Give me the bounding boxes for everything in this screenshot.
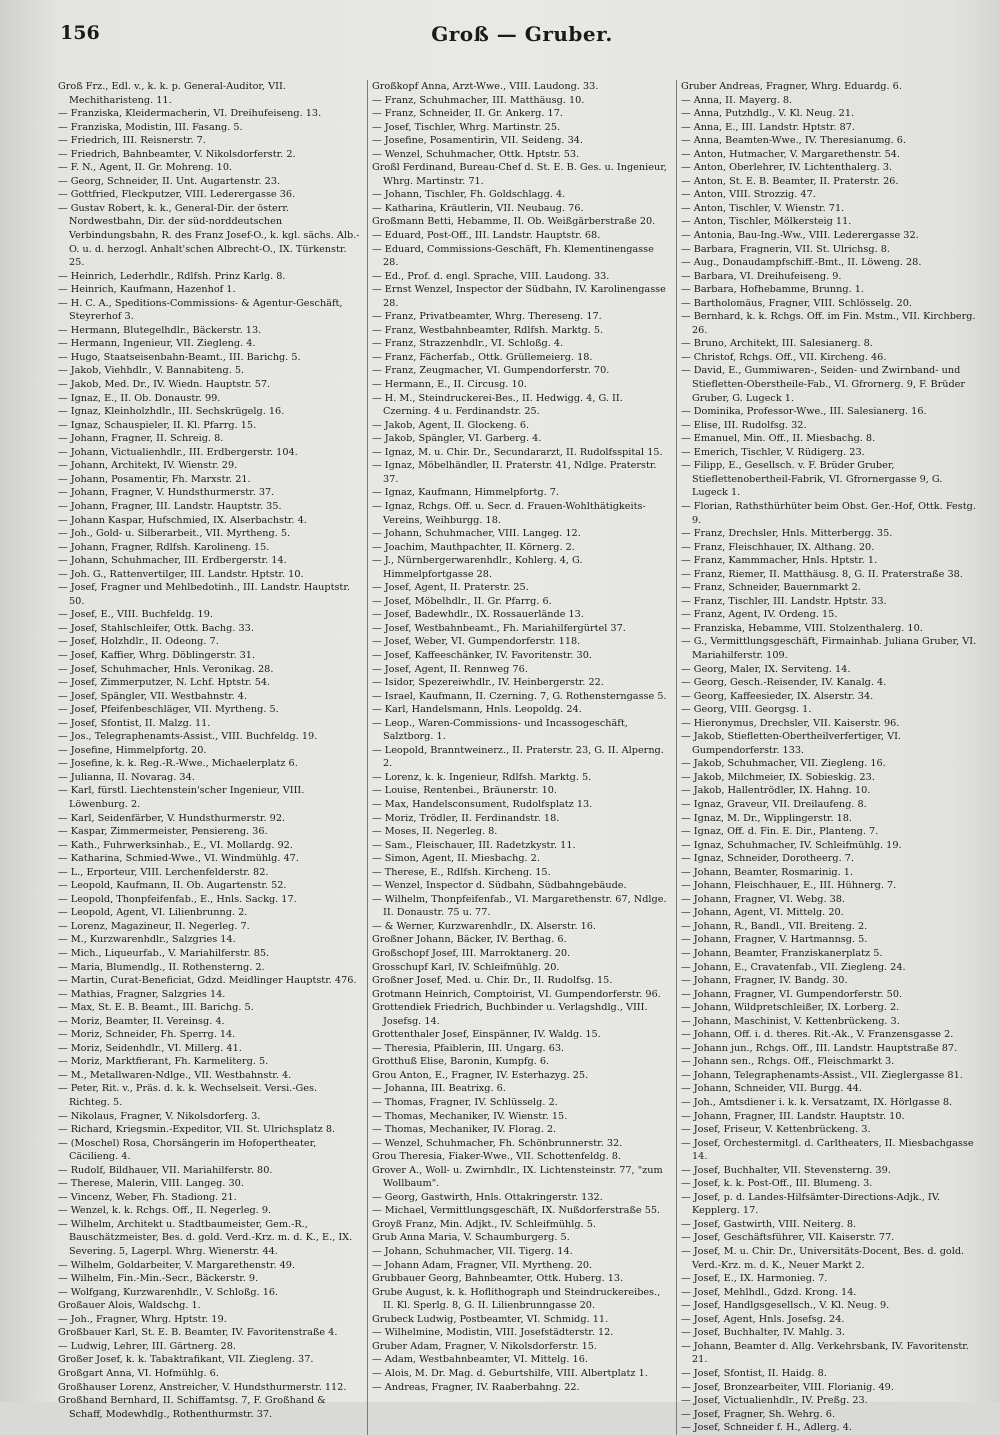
directory-entry: — Georg, Kaffeesieder, IX. Alserstr. 34. [681,690,874,702]
directory-entry: — Josef, Tischler, Whrg. Martinstr. 25. [372,121,561,133]
directory-entry: — Eduard, Post-Off., III. Landstr. Hauptstr. 68. [372,230,601,242]
directory-entry: — Karl, Handelsmann, Hnls. Leopoldg. 24. [372,704,582,716]
directory-entry: — Josef, Bronzearbeiter, VIII. Florianig. 49. [681,1381,894,1393]
directory-entry: — Johann, Fragner, Rdlfsh. Karolineng. 15. [58,541,270,553]
directory-entry: — Leopold, Thonpfeifenfab., E., Hnls. Sackg. 17. [58,893,297,905]
directory-entry: — Johann, Schuhmacher, III. Erdbergerstr. 14. [58,555,287,567]
directory-entry: — Johann, Beamter, Rosmarinig. 1. [681,866,854,878]
directory-entry: — Hermann, E., II. Circusg. 10. [372,379,527,391]
directory-entry: — Johann, Tischler, Fh. Goldschlagg. 4. [372,189,566,201]
directory-entry: — Jakob, Schuhmacher, VII. Ziegleng. 16. [681,758,886,770]
directory-entry: — Franz, Tischler, III. Landstr. Hptstr. 33. [681,595,887,607]
directory-entry: — Joachim, Mauthpachter, II. Körnerg. 2. [372,541,575,553]
directory-entry: — Jakob, Milchmeier, IX. Sobieskig. 23. [681,771,875,783]
running-head: Groß — Gruber. [431,22,613,46]
directory-entry: — Moriz, Schneider, Fh. Sperrg. 14. [58,1029,236,1041]
directory-entry: — Johann, Off. i. d. theres. Rit.-Ak., V. Franzensgasse 2. [681,1029,954,1041]
directory-entry: — Adam, Westbahnbeamter, VI. Mittelg. 16. [372,1354,588,1366]
directory-entry: — Jakob, Med. Dr., IV. Wiedn. Hauptstr. 57. [58,379,271,391]
directory-entry: — Friedrich, III. Reisnerstr. 7. [58,135,206,147]
directory-entry: — Josef, Westbahnbeamt., Fh. Mariahilfergürtel 37. [372,622,626,634]
directory-entry: — Johann, Fragner, V. Hundsthurmerstr. 37. [58,487,275,499]
directory-entry: — Georg, Gastwirth, Hnls. Ottakringerstr. 132. [372,1191,603,1203]
directory-entry: — Leopold, Branntweinerz., II. Praterstr. 23, G. II. Alperng. 2. [372,744,664,770]
directory-entry: — Josef, Pfeifenbeschläger, VII. Myrtheng. 5. [58,704,279,716]
directory-entry: Grub Anna Maria, V. Schaumburgerg. 5. [372,1232,570,1244]
directory-entry: — Anton, Oberlehrer, IV. Lichtenthalerg. 3. [681,162,893,174]
directory-entry: — Lorenz, k. k. Ingenieur, Rdlfsh. Marktg. 5. [372,771,592,783]
directory-entry: — Jakob, Hallentrödler, IX. Hahng. 10. [681,785,871,797]
directory-entry: — Georg, Maler, IX. Serviteng. 14. [681,663,851,675]
directory-entry: — Martin, Curat-Beneficiat, Gdzd. Meidlinger Hauptstr. 476. [58,975,357,987]
directory-entry: — Alois, M. Dr. Mag. d. Geburtshilfe, VIII. Albertplatz 1. [372,1367,648,1379]
directory-entry: — Ignaz, M. u. Chir. Dr., Secundararzt, II. Rudolfsspital 15. [372,446,663,458]
directory-entry: — Johann, Beamter, Franziskanerplatz 5. [681,948,883,959]
directory-entry: — Josef, Holzhdlr., II. Odeong. 7. [58,636,219,648]
directory-entry: — Thomas, Mechaniker, IV. Florag. 2. [372,1124,557,1136]
directory-entry: — Johann, Telegraphenamts-Assist., VII. Zieglergasse 81. [681,1069,963,1081]
directory-entry: — Jakob, Viehhdlr., V. Bannabiteng. 5. [58,365,245,377]
directory-entry: — Karl, Seidenfärber, V. Hundsthurmerstr. 92. [58,812,286,824]
directory-entry: — Ignaz, Schneider, Dorotheerg. 7. [681,853,854,865]
column-2 [367,80,676,1435]
directory-entry: — Josefine, k. k. Reg.-R.-Wwe., Michaelerplatz 6. [58,758,298,770]
directory-entry: — Josef, M. u. Chir. Dr., Universitäts-Docent, Bes. d. gold. Verd.-Krz. m. d. K., Neuer Markt 2. [681,1246,965,1271]
directory-entry: — Israel, Kaufmann, II. Czerning. 7, G. Rothensterngasse 5. [372,690,667,702]
directory-entry: Großkopf Anna, Arzt-Wwe., VIII. Laudong. 33. [372,81,599,92]
directory-entry: — Franz, Westbahnbeamter, Rdlfsh. Marktg. 5. [372,324,604,336]
directory-entry: — Johann, Fragner, VI. Webg. 38. [681,893,846,905]
directory-entry: — Hugo, Staatseisenbahn-Beamt., III. Barichg. 5. [58,351,301,363]
directory-entry: — Moriz, Trödler, II. Ferdinandstr. 18. [372,812,560,824]
directory-entry: — Josef, Sfontist, II. Malzg. 11. [58,717,211,729]
directory-entry: — Anton, St. E. B. Beamter, II. Praterstr. 26. [681,175,899,187]
directory-entry: — Ludwig, Lehrer, III. Gärtnerg. 28. [58,1340,236,1352]
directory-entry: — Johann, Schneider, VII. Burgg. 44. [681,1083,862,1095]
directory-entry: Grou Anton, E., Fragner, IV. Esterhazyg. 25. [372,1069,589,1081]
directory-entry: — Johann, Schuhmacher, VII. Tigerg. 14. [372,1246,573,1258]
directory-entry: — Josef, Weber, VI. Gumpendorferstr. 118. [372,636,581,648]
directory-entry: — Barbara, VI. Dreihufeiseng. 9. [681,270,842,282]
directory-entry: — Josef, Mehlhdl., Gdzd. Krong. 14. [681,1286,857,1298]
directory-entry: — Josef, Badewhdlr., IX. Rossauerlände 13. [372,609,584,621]
directory-entry: — Bernhard, k. k. Rchgs. Off. im Fin. Mstm., VII. Kirchberg. 26. [681,311,976,336]
directory-entry: Gruber Adam, Fragner, V. Nikolsdorferstr. 15. [372,1340,598,1352]
directory-entry: — H. M., Steindruckerei-Bes., II. Hedwigg. 4, G. II. Czerning. 4 u. Ferdinandstr. 25. [372,392,623,418]
directory-entry: — Franz, Fächerfab., Ottk. Grüllemeierg. 18. [372,351,593,363]
directory-entry: — Josefine, Himmelpfortg. 20. [58,744,207,756]
directory-entry: — Mathias, Fragner, Salzgries 14. [58,988,226,1000]
directory-entry: — L., Erporteur, VIII. Lerchenfelderstr. 82. [58,866,269,878]
directory-entry: — Ignaz, Off. d. Fin. E. Dir., Planteng. 7. [681,826,879,838]
directory-entry: — Johanna, III. Beatrixg. 6. [372,1083,506,1095]
directory-entry: — Max, Handelsconsument, Rudolfsplatz 13. [372,798,593,810]
directory-entry: Großgart Anna, VI. Hofmühlg. 6. [58,1367,219,1379]
directory-entry: Grover A., Woll- u. Zwirnhdlr., IX. Lichtensteinstr. 77, "zum Wollbaum". [372,1164,663,1190]
directory-entry: — Josef, Sfontist, II. Haidg. 8. [681,1367,827,1379]
directory-entry: — Katharina, Schmied-Wwe., VI. Windmühlg. 47. [58,853,299,865]
directory-entry: — Bruno, Architekt, III. Salesianerg. 8. [681,338,873,350]
directory-entry: — Ignaz, Rchgs. Off. u. Secr. d. Frauen-Wohlthätigkeits-Vereins, Weihburgg. 18. [372,500,646,526]
directory-entry: — Ignaz, E., II. Ob. Donaustr. 99. [58,392,221,404]
directory-entry: — Jakob, Spängler, VI. Garberg. 4. [372,433,542,445]
directory-entry: — Michael, Vermittlungsgeschäft, IX. Nußdorferstraße 55. [372,1205,661,1217]
directory-entry: — Ignaz, Schauspieler, II. Kl. Pfarrg. 15. [58,419,257,431]
directory-entry: — Georg, Gesch.-Reisender, IV. Kanalg. 4. [681,677,887,689]
directory-entry: — Johann, Agent, VI. Mittelg. 20. [681,907,844,919]
directory-entry: — Ignaz, Graveur, VII. Dreilaufeng. 8. [681,798,867,810]
directory-entry: — Louise, Rentenbei., Bräunerstr. 10. [372,785,557,797]
directory-entry: — Leopold, Agent, VI. Lilienbrunng. 2. [58,907,248,919]
directory-entry: — Josef, Agent, II. Rennweg 76. [372,663,528,675]
directory-entry: — Wilhelm, Goldarbeiter, V. Margarethenstr. 49. [58,1259,296,1271]
directory-entry: — Bartholomäus, Fragner, VIII. Schlösselg. 20. [681,297,912,309]
directory-entry: — Julianna, II. Novarag. 34. [58,771,195,783]
directory-entry: Gruber Andreas, Fragner, Whrg. Eduardg. 6. [681,81,902,92]
directory-entry: — Josef, Kaffier, Whrg. Döblingerstr. 31. [58,649,256,661]
directory-entry: — Josef, Orchestermitgl. d. Carltheaters, II. Miesbachgasse 14. [681,1137,974,1163]
directory-entry: — Franz, Riemer, II. Matthäusg. 8, G. II. Praterstraße 38. [681,568,963,580]
directory-entry: — Johann, Posamentir, Fh. Marxstr. 21. [58,473,251,485]
directory-entry: — Kath., Fuhrwerksinhab., E., VI. Mollardg. 92. [58,839,293,851]
directory-entry: — Theresia, Pfaiblerin, III. Ungarg. 63. [372,1042,565,1054]
directory-entry: — Johann, Beamter d. Allg. Verkehrsbank, IV. Favoritenstr. 21. [681,1340,969,1366]
directory-entry: — Moses, II. Negerleg. 8. [372,826,498,838]
directory-entry: — Josef, k. k. Post-Off., III. Blumeng. 3. [681,1178,873,1190]
directory-entry: — Johann, Wildpretschleißer, IX. Lorberg. 2. [681,1002,900,1014]
directory-entry: — Johann, Fragner, VI. Gumpendorferstr. 50. [681,988,903,1000]
directory-entry: — Florian, Rathsthürhüter beim Obst. Ger.-Hof, Ottk. Festg. 9. [681,500,976,526]
directory-entry: — Franz, Agent, IV. Ordeng. 15. [681,609,838,621]
directory-entry: Grosschupf Karl, IV. Schleifmühlg. 20. [372,961,560,973]
directory-entry: — Josef, Friseur, V. Kettenbrückeng. 3. [681,1124,871,1136]
directory-entry: — Jos., Telegraphenamts-Assist., VIII. Buchfeldg. 19. [58,731,318,743]
directory-entry: — Katharina, Kräutlerin, VII. Neubaug. 76. [372,202,584,214]
directory-entry: — Ernst Wenzel, Inspector der Südbahn, IV. Karolinengasse 28. [372,284,666,309]
directory-entry: — Franz, Schuhmacher, III. Matthäusg. 10. [372,94,585,106]
directory-entry: — Josef, Schuhmacher, Hnls. Veronikag. 28. [58,663,274,675]
directory-entry: — & Werner, Kurzwarenhdlr., IX. Alserstr. 16. [372,920,597,932]
directory-entry: — Max, St. E. B. Beamt., III. Barichg. 5. [58,1002,254,1014]
directory-entry: Großmann Betti, Hebamme, II. Ob. Weißgärberstraße 20. [372,216,656,228]
directory-entry: — Josef, Geschäftsführer, VII. Kaiserstr. 77. [681,1232,895,1244]
directory-entry: — Franziska, Hebamme, VIII. Stolzenthalerg. 10. [681,622,923,634]
directory-entry: — Rudolf, Bildhauer, VII. Mariahilferstr. 80. [58,1164,273,1176]
directory-entry: — Moriz, Beamter, II. Vereinsg. 4. [58,1015,225,1027]
directory-entry: — Emanuel, Min. Off., II. Miesbachg. 8. [681,433,876,445]
directory-entry: — Dominika, Professor-Wwe., III. Salesianerg. 16. [681,406,927,418]
directory-entry: — Eduard, Commissions-Geschäft, Fh. Klementinengasse 28. [372,243,654,269]
directory-entry: — M., Metallwaren-Ndlge., VII. Westbahnstr. 4. [58,1069,292,1081]
directory-entry: — Leopold, Kaufmann, II. Ob. Augartenstr. 52. [58,880,287,892]
directory-entry: — Josef, E., IX. Harmonieg. 7. [681,1273,828,1285]
directory-entry: — Anton, Tischler, V. Wienstr. 71. [681,202,845,214]
directory-entry: — Ignaz, Schuhmacher, IV. Schleifmühlg. 19. [681,839,902,851]
directory-entry: — Simon, Agent, II. Miesbachg. 2. [372,853,540,865]
directory-entry: — Moriz, Marktfierant, Fh. Karmeliterg. 5. [58,1056,269,1068]
directory-entry: — Johann, Fragner, V. Hartmannsg. 5. [681,934,868,946]
directory-entry: — Franziska, Kleidermacherin, VI. Dreihufeiseng. 13. [58,108,322,120]
directory-entry: — Christof, Rchgs. Off., VII. Kircheng. 46. [681,351,887,363]
directory-entry: — Joh., Fragner, Whrg. Hptstr. 19. [58,1313,227,1325]
directory-entry: — Anna, Beamten-Wwe., IV. Theresianumg. 6. [681,135,907,147]
directory-entry: Großer Josef, k. k. Tabaktrafikant, VII. Ziegleng. 37. [58,1354,314,1366]
directory-entry: — Isidor, Spezereiwhdlr., IV. Heinbergerstr. 22. [372,677,604,689]
directory-entry: — J., Nürnbergerwarenhdlr., Kohlerg. 4, G. Himmelpfortgasse 28. [372,555,583,580]
directory-entry: — Ignaz, M. Dr., Wipplingerstr. 18. [681,812,853,824]
directory-entry: — Josef, Fragner, Sh. Wehrg. 6. [681,1408,836,1420]
directory-entry: — Franziska, Modistin, III. Fasang. 5. [58,121,243,133]
directory-entry: — Franz, Fleischhauer, IX. Althang. 20. [681,541,875,553]
directory-entry: Grou Theresia, Fiaker-Wwe., VII. Schottenfeldg. 8. [372,1151,622,1163]
directory-entry: Grottendiek Friedrich, Buchbinder u. Verlagshdlg., VIII. Josefsg. 14. [372,1002,648,1027]
directory-entry: — Josef, Agent, Hnls. Josefsg. 24. [681,1313,845,1325]
directory-entry: Grotmann Heinrich, Comptoirist, VI. Gumpendorferstr. 96. [372,988,661,1000]
directory-entry: Großhand Bernhard, II. Schiffamtsg. 7, F. Großhand & Schaff, Modewhdlg., Rothenthurmstr. 37. [58,1395,326,1420]
directory-entry: — Wenzel, Schuhmacher, Ottk. Hptstr. 53. [372,148,580,160]
directory-entry: — Ignaz, Kleinholzhdlr., III. Sechskrügelg. 16. [58,406,285,418]
directory-entry: — Moriz, Seidenhdlr., VI. Millerg. 41. [58,1042,242,1054]
directory-entry: — Kaspar, Zimmermeister, Pensiereng. 36. [58,826,268,838]
directory-entry: Großl Ferdinand, Bureau-Chef d. St. E. B. Ges. u. Ingenieur, Whrg. Martinstr. 71. [372,162,667,187]
directory-entry: — Franz, Schneider, II. Gr. Ankerg. 17. [372,108,563,120]
directory-entry: — Wilhelm, Architekt u. Stadtbaumeister, Gem.-R., Bauschätzmeister, Bes. d. gold. Verd.-Krz. m. d. K., E., IX. Severing. 5, Lagerpl. Whrg. Wienerstr. 44. [58,1218,353,1258]
directory-entry: — Therese, Malerin, VIII. Langeg. 30. [58,1178,244,1190]
directory-entry: — Johann Kaspar, Hufschmied, IX. Alserbachstr. 4. [58,514,307,526]
directory-entry: Großhauser Lorenz, Anstreicher, V. Hundsthurmerstr. 112. [58,1381,347,1393]
directory-entry: — Barbara, Hofhebamme, Brunng. 1. [681,284,864,296]
directory-entry: — Thomas, Fragner, IV. Schlüsselg. 2. [372,1097,558,1109]
directory-entry: — Josef, Kaffeeschänker, IV. Favoritenstr. 30. [372,649,592,661]
directory-entry: — Joh., Gold- u. Silberarbeit., VII. Myrtheng. 5. [58,528,291,540]
directory-entry: — Gustav Robert, k. k., General-Dir. der österr. Nordwestbahn, Dir. der süd-norddeutschen Verbindungsbahn, R. des Franz Josef-O., k. kgl. sächs. Alb.-O. u. d. herzogl. Anhalt'schen Albrecht-O., IX. Türkenstr. 25. [58,202,360,269]
directory-entry: — Josef, Buchhalter, IV. Mahlg. 3. [681,1327,845,1339]
directory-entry: — Aug., Donaudampfschiff.-Bmt., II. Löweng. 28. [681,257,922,269]
directory-entry: — Johann sen., Rchgs. Off., Fleischmarkt 3. [681,1056,895,1068]
directory-entry: Grube August, k. k. Hoflithograph und Steindruckereibes., II. Kl. Sperlg. 8, G. II. Lilienbrunngasse 20. [372,1286,661,1312]
directory-entry: — Antonia, Bau-Ing.-Ww., VIII. Lederergasse 32. [681,230,919,242]
directory-entry: — Peter, Rit. v., Präs. d. k. k. Wechselseit. Versi.-Ges. Richteg. 5. [58,1083,318,1109]
directory-entry: — Franz, Strazzenhdlr., VI. Schloßg. 4. [372,338,564,350]
directory-entry: — Barbara, Fragnerin, VII. St. Ulrichsg. 8. [681,243,890,255]
directory-entry: — Josef, Zimmerputzer, N. Lchf. Hptstr. 54. [58,677,271,689]
directory-entry: — Heinrich, Lederhdlr., Rdlfsh. Prinz Karlg. 8. [58,270,286,282]
directory-columns [58,80,986,1435]
page-header [58,22,986,58]
column-1 [58,80,367,1435]
directory-entry: — Josef, Buchhalter, VII. Stevensterng. 39. [681,1164,891,1176]
directory-entry: — Heinrich, Kaufmann, Hazenhof 1. [58,284,236,296]
directory-entry: — Wenzel, k. k. Rchgs. Off., II. Negerleg. 9. [58,1205,272,1217]
directory-entry: — Jakob, Agent, II. Glockeng. 6. [372,419,530,431]
directory-entry: — Franz, Schneider, Bauernmarkt 2. [681,582,861,594]
directory-entry: — Johann, R., Bandl., VII. Breiteng. 2. [681,920,868,932]
directory-entry: — Anton, Tischler, Mölkersteig 11. [681,216,852,228]
directory-entry: Großbauer Karl, St. E. B. Beamter, IV. Favoritenstraße 4. [58,1327,338,1339]
directory-entry: Groyß Franz, Min. Adjkt., IV. Schleifmühlg. 5. [372,1218,596,1230]
directory-entry: — H. C. A., Speditions-Commissions- & Agentur-Geschäft, Steyrerhof 3. [58,297,343,323]
directory-entry: — Franz, Zeugmacher, VI. Gumpendorferstr. 70. [372,365,610,377]
directory-entry: — Hieronymus, Drechsler, VII. Kaiserstr. 96. [681,717,900,729]
directory-entry: Grubeck Ludwig, Postbeamter, VI. Schmidg. 11. [372,1313,609,1325]
directory-entry: — Filipp, E., Gesellsch. v. F. Brüder Gruber, Stieflettenobertheil-Fabrik, VI. Gfrornergasse 9, G. Lugeck 1. [681,460,943,499]
directory-entry: — Johann, Schuhmacher, VIII. Langeg. 12. [372,528,581,540]
directory-entry: — Josef, p. d. Landes-Hilfsämter-Directions-Adjk., IV. Kepplerg. 17. [681,1191,941,1217]
directory-entry: — Nikolaus, Fragner, V. Nikolsdorferg. 3. [58,1110,261,1122]
directory-entry: — (Moschel) Rosa, Chorsängerin im Hofopertheater, Cäcilieng. 4. [58,1137,317,1163]
directory-entry: — Johann, Fleischhauer, E., III. Hühnerg. 7. [681,880,897,892]
directory-entry: — Josef, Schneider f. H., Adlerg. 4. [681,1422,852,1434]
directory-entry: — Georg, VIII. Georgsg. 1. [681,704,812,716]
directory-entry: — Josef, Stahlschleifer, Ottk. Bachg. 33. [58,622,254,634]
directory-entry: — Ed., Prof. d. engl. Sprache, VIII. Laudong. 33. [372,270,610,282]
directory-entry: — Joh., Amtsdiener i. k. k. Versatzamt, IX. Hörlgasse 8. [681,1097,953,1109]
directory-entry: — M., Kurzwarenhdlr., Salzgries 14. [58,934,236,946]
page-number: 156 [60,22,100,44]
directory-entry: — F. N., Agent, II. Gr. Mohreng. 10. [58,162,233,174]
directory-entry: — Wilhelmine, Modistin, VIII. Josefstädterstr. 12. [372,1327,614,1339]
directory-entry: — Wenzel, Schuhmacher, Fh. Schönbrunnerstr. 32. [372,1137,623,1149]
directory-entry: — Anna, E., III. Landstr. Hptstr. 87. [681,121,855,133]
directory-entry: — Johann, Architekt, IV. Wienstr. 29. [58,460,238,472]
directory-entry: — Johann, Fragner, IV. Bandg. 30. [681,975,848,987]
directory-entry: — Josefine, Posamentirin, VII. Seideng. 34. [372,135,583,147]
directory-entry: Grubbauer Georg, Bahnbeamter, Ottk. Huberg. 13. [372,1273,624,1285]
directory-entry: — Leop., Waren-Commissions- und Incassogeschäft, Salztborg. 1. [372,717,628,743]
directory-entry: — Wilhelm, Fin.-Min.-Secr., Bäckerstr. 9. [58,1273,259,1285]
directory-entry: — Elise, III. Rudolfsg. 32. [681,419,807,431]
directory-entry: — Josef, Victualienhdlr., IV. Preßg. 23. [681,1395,868,1407]
directory-entry: — Joh. G., Rattenvertilger, III. Landstr. Hptstr. 10. [58,568,304,580]
directory-entry: — Emerich, Tischler, V. Rüdigerg. 23. [681,446,865,458]
directory-entry: — Hermann, Ingenieur, VII. Ziegleng. 4. [58,338,256,350]
directory-entry: Grottenthaler Josef, Einspänner, IV. Waldg. 15. [372,1029,601,1041]
directory-entry: — David, E., Gummiwaren-, Seiden- und Zwirnband- und Stiefletten-Oberstheile-Fab., VI. Gfrornerg. 9, F. Brüder Gruber, G. Lugeck 1. [681,365,966,404]
directory-entry: — Josef, Fragner und Mehlbedotinh., III. Landstr. Hauptstr. 50. [58,582,350,607]
directory-entry: — Josef, Spängler, VII. Westbahnstr. 4. [58,690,248,702]
directory-entry: — Franz, Drechsler, Hnls. Mitterbergg. 35. [681,528,893,540]
directory-entry: — Mich., Liqueurfab., V. Mariahilferstr. 85. [58,948,270,959]
directory-entry: — Franz, Kammmacher, Hnls. Hptstr. 1. [681,555,878,567]
directory-entry: — Maria, Blumendlg., II. Rothensterng. 2. [58,961,265,973]
directory-entry: — Richard, Kriegsmin.-Expeditor, VII. St. Ulrichsplatz 8. [58,1124,336,1136]
directory-entry: Grotthuß Elise, Baronin, Kumpfg. 6. [372,1056,550,1068]
directory-entry: — Anna, II. Mayerg. 8. [681,94,793,106]
directory-entry: — Josef, E., VIII. Buchfeldg. 19. [58,609,213,621]
directory-entry: — Josef, Möbelhdlr., II. Gr. Pfarrg. 6. [372,595,552,607]
directory-entry: — Anna, Putzhdlg., V. Kl. Neug. 21. [681,108,855,120]
directory-entry: — Ignaz, Kaufmann, Himmelpfortg. 7. [372,487,560,499]
directory-entry: — Josef, Gastwirth, VIII. Neiterg. 8. [681,1218,857,1230]
directory-entry: — Thomas, Mechaniker, IV. Wienstr. 15. [372,1110,568,1122]
column-3 [676,80,985,1435]
directory-entry: — Franz, Privatbeamter, Whrg. Thereseng. 17. [372,311,602,323]
directory-entry: — Gottfried, Fleckputzer, VIII. Lederergasse 36. [58,189,296,201]
directory-entry: Großner Johann, Bäcker, IV. Berthag. 6. [372,934,567,946]
directory-entry: — Johann, Fragner, II. Schreig. 8. [58,433,224,445]
directory-entry: — Anton, Hutmacher, V. Margarethenstr. 54. [681,148,901,160]
directory-entry: — Wenzel, Inspector d. Südbahn, Südbahngebäude. [372,880,627,892]
directory-entry: — Wilhelm, Thonpfeifenfab., VI. Margarethenstr. 67, Ndlge. II. Donaustr. 75 u. 77. [372,893,667,919]
directory-entry: — Karl, fürstl. Liechtenstein'scher Ingenieur, VIII. Löwenburg. 2. [58,785,305,810]
directory-entry: — Friedrich, Bahnbeamter, V. Nikolsdorferstr. 2. [58,148,296,160]
directory-entry: Groß Frz., Edl. v., k. k. p. General-Auditor, VII. Mechitharisteng. 11. [58,81,286,106]
directory-entry: Großner Josef, Med. u. Chir. Dr., II. Rudolfsg. 15. [372,975,613,987]
directory-entry: Großauer Alois, Waldschg. 1. [58,1300,201,1312]
directory-entry: — Johann, Fragner, III. Landstr. Hauptstr. 10. [681,1110,905,1122]
directory-entry: — Anton, VIII. Strozzig. 47. [681,189,816,201]
directory-entry: — Georg, Schneider, II. Unt. Augartenstr. 23. [58,175,281,187]
directory-entry: — Therese, E., Rdlfsh. Kircheng. 15. [372,866,551,878]
directory-entry: — Johann, Victualienhdlr., III. Erdbergerstr. 104. [58,446,298,458]
directory-entry: — Sam., Fleischauer, III. Radetzkystr. 11. [372,839,576,851]
directory-entry: — Jakob, Stiefletten-Obertheilverfertiger, VI. Gumpendorferstr. 133. [681,731,901,756]
directory-entry: — G., Vermittlungsgeschäft, Firmainhab. Juliana Gruber, VI. Mariahilferstr. 109. [681,636,977,661]
directory-entry: — Johann, Maschinist, V. Kettenbrückeng. 3. [681,1015,900,1027]
directory-entry: — Josef, Handlgsgesellsch., V. Kl. Neug. 9. [681,1300,890,1312]
directory-entry: — Andreas, Fragner, IV. Raaberbahng. 22. [372,1381,580,1393]
directory-entry: — Vincenz, Weber, Fh. Stadiong. 21. [58,1191,237,1203]
directory-entry: — Lorenz, Magazineur, II. Negerleg. 7. [58,920,250,932]
directory-entry: — Johann Adam, Fragner, VII. Myrtheng. 20. [372,1259,593,1271]
directory-entry: — Hermann, Blutegelhdlr., Bäckerstr. 13. [58,324,262,336]
directory-entry: — Ignaz, Möbelhändler, II. Praterstr. 41, Ndlge. Praterstr. 37. [372,460,657,485]
directory-entry: — Johann, E., Cravatenfab., VII. Ziegleng. 24. [681,961,906,973]
directory-entry: — Josef, Agent, II. Praterstr. 25. [372,582,529,594]
directory-entry: — Wolfgang, Kurzwarenhdlr., V. Schloßg. 16. [58,1286,279,1298]
directory-entry: — Johann jun., Rchgs. Off., III. Landstr. Hauptstraße 87. [681,1042,958,1054]
directory-entry: — Johann, Fragner, III. Landstr. Hauptstr. 35. [58,500,282,512]
directory-entry: Großschopf Josef, III. Marroktanerg. 20. [372,948,571,959]
